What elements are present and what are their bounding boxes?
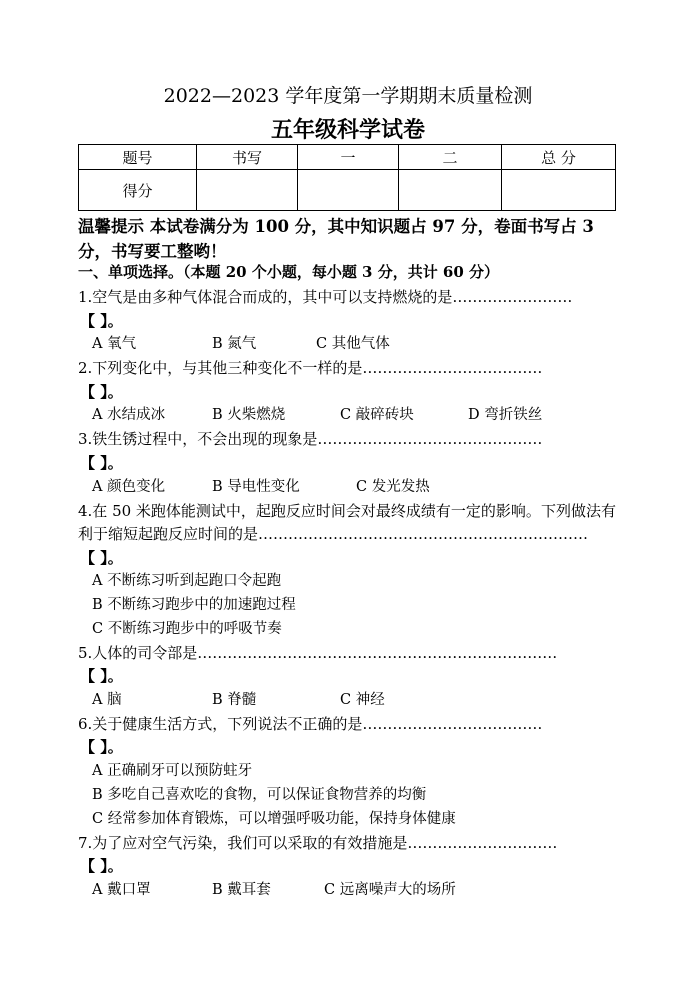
answer-bracket[interactable]: 【 】。	[80, 312, 123, 330]
option[interactable]: A 颜色变化	[92, 479, 166, 495]
option[interactable]: C 其他气体	[316, 336, 390, 352]
option[interactable]: B 多吃自己喜欢吃的食物，可以保证食物营养的均衡	[92, 787, 427, 803]
question-stem: 4.在 50 米跑体能测试中，起跑反应时间会对最终成绩有一定的影响。下列做法有利于缩短起跑反应时间的是…………………………………………………………	[78, 502, 616, 543]
exam-title-term: 2022—2023 学年度第一学期期末质量检测	[163, 85, 533, 107]
notice-text: 温馨提示 本试卷满分为 100 分，其中知识题占 97 分，卷面书写占 3 分，书写要工整哟！	[78, 217, 594, 261]
answer-bracket[interactable]: 【 】。	[80, 667, 123, 685]
answer-bracket[interactable]: 【 】。	[80, 383, 123, 401]
score-table	[78, 144, 616, 211]
option[interactable]: C 发光发热	[356, 479, 430, 495]
option[interactable]: A 氧气	[92, 336, 137, 352]
option[interactable]: B 氮气	[212, 336, 257, 352]
score-header-cell: 二	[399, 145, 502, 170]
score-cell-part1[interactable]	[298, 170, 399, 211]
score-cell-part2[interactable]	[399, 170, 502, 211]
option[interactable]: A 正确刷牙可以预防蛀牙	[92, 763, 253, 779]
options-row	[92, 879, 456, 901]
score-cell-total[interactable]	[502, 170, 616, 211]
score-row-label: 得分	[79, 170, 197, 211]
answer-bracket[interactable]: 【 】。	[80, 454, 123, 472]
question-stem: 6.关于健康生活方式，下列说法不正确的是………………………………	[78, 715, 543, 733]
option[interactable]: C 远离噪声大的场所	[324, 882, 456, 898]
score-header-cell: 题号	[79, 145, 197, 170]
option[interactable]: C 经常参加体育锻炼，可以增强呼吸功能，保持身体健康	[92, 811, 456, 827]
option[interactable]: A 不断练习听到起跑口令起跑	[92, 573, 282, 589]
options-row	[92, 689, 385, 711]
option[interactable]: D 弯折铁丝	[468, 407, 543, 423]
option[interactable]: C 不断练习跑步中的呼吸节奏	[92, 621, 282, 637]
score-header-cell: 总 分	[502, 145, 616, 170]
score-table-header-row	[79, 145, 616, 170]
answer-bracket[interactable]: 【 】。	[80, 857, 123, 875]
question-stem: 2.下列变化中，与其他三种变化不一样的是………………………………	[78, 359, 543, 377]
score-header-cell: 一	[298, 145, 399, 170]
option[interactable]: A 戴口罩	[92, 882, 151, 898]
question-stem: 7.为了应对空气污染，我们可以采取的有效措施是…………………………	[78, 834, 558, 852]
option[interactable]: B 导电性变化	[212, 479, 300, 495]
option[interactable]: A 脑	[92, 692, 122, 708]
score-cell-writing[interactable]	[197, 170, 298, 211]
options-row	[92, 404, 542, 426]
answer-bracket[interactable]: 【 】。	[80, 738, 123, 756]
question-stem: 5.人体的司令部是………………………………………………………………	[78, 644, 558, 662]
options-row	[92, 476, 430, 498]
option[interactable]: B 不断练习跑步中的加速跑过程	[92, 597, 296, 613]
option[interactable]: B 戴耳套	[212, 882, 271, 898]
question-stem: 1.空气是由多种气体混合而成的，其中可以支持燃烧的是……………………	[78, 288, 573, 306]
option[interactable]: B 火柴燃烧	[212, 407, 286, 423]
score-table-score-row	[79, 170, 616, 211]
option[interactable]: C 神经	[340, 692, 385, 708]
answer-bracket[interactable]: 【 】。	[80, 549, 123, 567]
exam-title-subject: 五年级科学试卷	[270, 117, 425, 143]
score-header-cell: 书写	[197, 145, 298, 170]
question-stem: 3.铁生锈过程中，不会出现的现象是………………………………………	[78, 430, 543, 448]
option[interactable]: A 水结成冰	[92, 407, 166, 423]
option[interactable]: B 脊髓	[212, 692, 257, 708]
section-heading: 一、单项选择。（本题 20 个小题，每小题 3 分，共计 60 分）	[78, 263, 500, 281]
options-row	[92, 333, 390, 355]
option[interactable]: C 敲碎砖块	[340, 407, 414, 423]
